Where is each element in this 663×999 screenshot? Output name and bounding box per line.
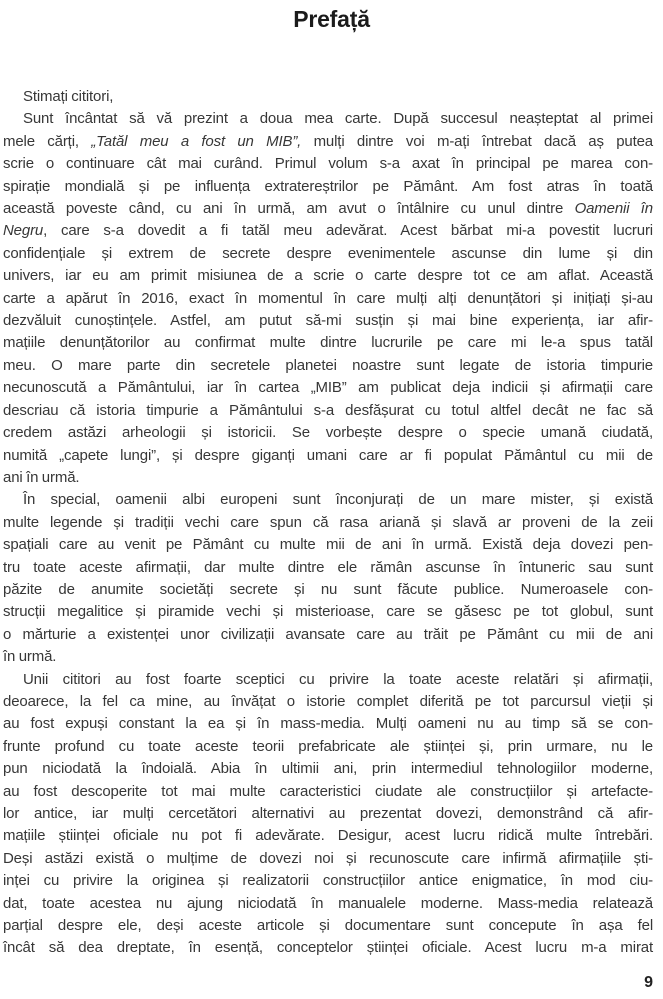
- text-segment: ani în urmă.: [3, 468, 80, 486]
- text-segment: au fost expuși constant la ea și în mass-media. Mulți oameni nu au timp să se con-: [3, 715, 653, 733]
- text-line: [3, 265, 653, 287]
- text-line: [3, 176, 653, 198]
- text-segment: mulți dintre voi m-ați întrebat dacă aș putea: [301, 132, 653, 150]
- text-line: [3, 243, 653, 265]
- text-segment: spațiali care au venit pe Pământ cu multe mii de ani în urmă. Există deja dovezi pen-: [3, 536, 653, 554]
- text-segment: Unii cititori au fost foarte sceptici cu privire la toate aceste relatări și afirmații,: [23, 670, 653, 688]
- italic-text-segment: Negru: [3, 222, 44, 240]
- text-line: [3, 781, 653, 803]
- text-line: [3, 512, 653, 534]
- italic-text-segment: „Tatăl meu a fost un MIB”,: [91, 132, 302, 150]
- text-line: [3, 937, 653, 959]
- text-segment: Sunt încântat să vă prezint a doua mea carte. După succesul neașteptat al primei: [23, 110, 653, 128]
- page-title: Prefață: [293, 6, 370, 32]
- text-segment: încât să dea dreptate, în esență, conceptelor științei oficiale. Acest lucru m-a mirat: [3, 939, 653, 957]
- text-line: [3, 108, 653, 130]
- page-number: 9: [644, 974, 653, 991]
- text-segment: dezvăluit cunoștințele. Astfel, am putut să-mi susțin și mai bine experiența, iar afir-: [3, 312, 653, 330]
- text-segment: scrie o continuare cât mai curând. Primul volum s-a axat în principal pe marea con-: [3, 155, 653, 173]
- text-segment: parțial despre ele, deși aceste articole și documentare sunt concepute în așa fel: [3, 917, 653, 935]
- text-line: [3, 825, 653, 847]
- text-segment: spirație mondială și pe influența extratereștrilor pe Pământ. Am fost atras în toată: [3, 177, 653, 195]
- text-segment: meu. O mare parte din secretele planetei noastre sunt legate de istoria timpurie: [3, 356, 653, 374]
- text-line: [3, 377, 653, 399]
- text-segment: În special, oamenii albi europeni sunt înconjurați de un mare mister, și există: [23, 491, 653, 509]
- text-segment: inței cu privire la originea și realizatorii construcțiilor antice enigmatice, în mod ciu-: [3, 872, 653, 890]
- text-line: [3, 691, 653, 713]
- text-segment: mele cărți,: [3, 132, 92, 150]
- text-segment: descriau că istoria timpurie a Pământului s-a desfășurat cu totul altfel decât ne fac să: [3, 401, 653, 419]
- text-line: [3, 288, 653, 310]
- text-segment: credem astăzi arheologii și istoricii. Se vorbește despre o specie umană ciudată,: [3, 424, 653, 442]
- text-segment: păzite de anumite societăți secrete și nu sunt făcute publice. Numeroasele con-: [3, 580, 653, 598]
- paragraph: [3, 108, 653, 489]
- text-line: [3, 332, 653, 354]
- paragraph: [3, 669, 653, 960]
- text-segment: pun niciodată la îndoială. Abia în ultimii ani, prin intermediul tehnologiilor moderne,: [3, 760, 653, 778]
- text-segment: în urmă.: [3, 648, 57, 666]
- text-segment: tru toate aceste afirmații, dar multe dintre ele rămân ascunse în întuneric sau sunt: [3, 558, 653, 576]
- text-line: [3, 198, 653, 220]
- text-segment: mațiile denunțătorilor au confirmat multe dintre lucrurile pe care mi le-a spus tatăl: [3, 334, 653, 352]
- text-line: [3, 646, 653, 668]
- text-segment: deoarece, la fel ca mine, au învățat o istorie complet diferită pe tot parcursul vieții și: [3, 692, 653, 710]
- text-segment: mațiile științei oficiale nu pot fi adevărate. Desigur, acest lucru ridică multe întrebări.: [3, 827, 653, 845]
- text-line: [3, 489, 653, 511]
- text-segment: necunoscută a Pământului, iar în cartea „MIB” am publicat deja indicii și afirmații care: [3, 379, 653, 397]
- text-segment: dat, toate acestea nu ajung niciodată în manualele moderne. Mass-media relatează: [3, 894, 653, 912]
- text-segment: univers, iar eu am primit misiunea de a scrie o carte despre tot ce am aflat. Această: [3, 267, 653, 285]
- text-line: [3, 467, 653, 489]
- text-segment: numită „capete lungi”, și despre giganți umani care ar fi populat Pământul cu mii de: [3, 446, 653, 464]
- text-line: [3, 220, 653, 242]
- text-segment: multe legende și tradiții vechi care spun că rasa ariană și slavă ar proveni de la zeii: [3, 513, 653, 531]
- text-block: [3, 86, 653, 960]
- text-segment: Deși astăzi există o mulțime de dovezi noi și recunoscute care infirmă afirmațiile ști-: [3, 849, 653, 867]
- text-segment: strucții megalitice și piramide vechi și misterioase, care se găsesc pe tot globul, sunt: [3, 603, 653, 621]
- paragraph: [3, 86, 653, 108]
- text-line: [3, 445, 653, 467]
- text-line: [3, 86, 653, 108]
- text-line: [3, 153, 653, 175]
- text-line: [3, 131, 653, 153]
- text-segment: frunte profund cu toate aceste teorii prefabricate ale științei și, prin urmare, nu le: [3, 737, 653, 755]
- text-line: [3, 534, 653, 556]
- text-line: [3, 915, 653, 937]
- text-line: [3, 601, 653, 623]
- paragraph: [3, 489, 653, 668]
- text-segment: lor antice, iar mulți cercetători alternativi au prezentat dovezi, demonstrând că afir-: [3, 805, 653, 822]
- text-segment: , care s-a dovedit a fi tatăl meu adevărat. Acest bărbat mi-a povestit lucruri: [43, 222, 653, 240]
- text-line: [3, 758, 653, 780]
- text-line: [3, 310, 653, 332]
- text-line: [3, 579, 653, 601]
- text-segment: o mărturie a existenței unor civilizații avansate care au trăit pe Pământ cu mii de ani: [3, 625, 653, 643]
- text-line: [3, 669, 653, 691]
- italic-text-segment: Oamenii în: [574, 200, 653, 218]
- text-segment: au fost descoperite tot mai multe caracteristici ciudate ale construcțiilor și artefacte-: [3, 782, 653, 800]
- text-line: [3, 870, 653, 892]
- text-line: [3, 557, 653, 579]
- text-segment: carte a apărut în 2016, exact în momentul în care mulți alți denunțători și inițiați și-au: [3, 289, 653, 307]
- text-line: [3, 624, 653, 646]
- text-line: [3, 422, 653, 444]
- text-segment: confidențiale și extrem de secrete despre evenimentele ascunse din lume și din: [3, 244, 653, 262]
- text-segment: Stimați cititori,: [23, 88, 114, 105]
- text-line: [3, 848, 653, 870]
- text-line: [3, 400, 653, 422]
- text-line: [3, 893, 653, 915]
- text-line: [3, 736, 653, 758]
- text-line: [3, 355, 653, 377]
- text-line: [3, 803, 653, 825]
- text-line: [3, 713, 653, 735]
- text-segment: această poveste când, cu ani în urmă, am avut o întâlnire cu unul dintre: [3, 200, 575, 218]
